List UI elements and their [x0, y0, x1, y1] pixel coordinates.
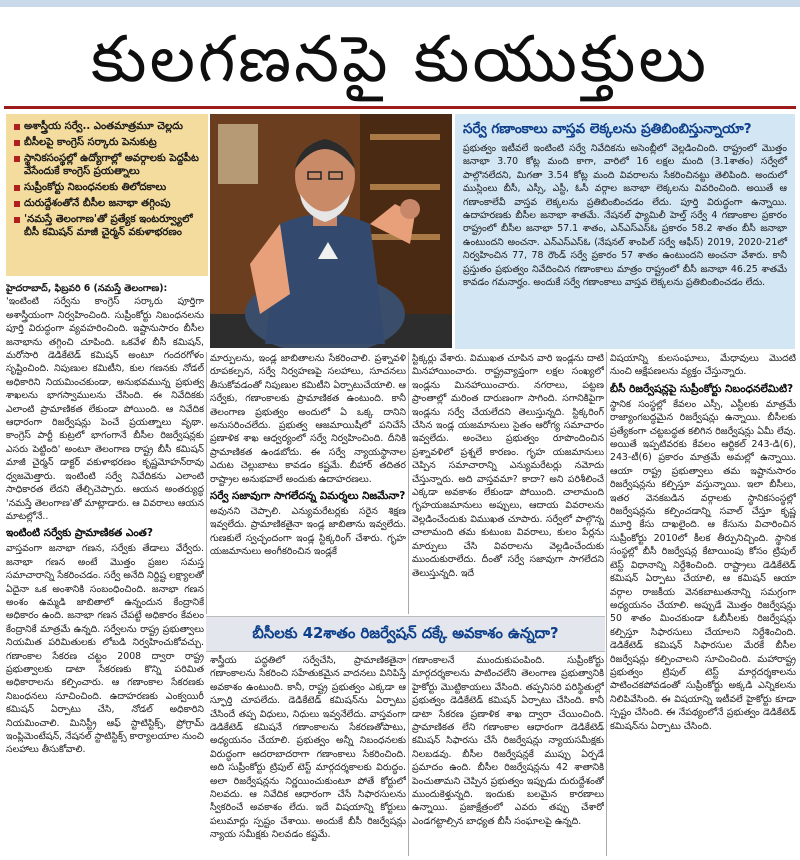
bullet-icon	[14, 156, 20, 162]
highlight-item: బీసీలపై కాంగ్రెస్ సర్కారు పెనుకుట్ర	[14, 136, 202, 149]
top-color-strip	[0, 0, 800, 7]
column-divider	[606, 352, 607, 856]
bullet-icon	[14, 140, 20, 146]
article-column-1	[6, 282, 204, 856]
band-question-title: బీసీలకు 42శాతం రిజర్వేషన్ దక్కే అవకాశం ఉన్నదా?	[252, 625, 559, 642]
body-paragraph: అవునని చెప్పాలి. ఎన్యుమరేటర్లకు సరైన శిక్షణ ఇవ్వలేదు. ప్రామాణికతైనా ఇండ్ల జాబితాను ఇవ్వలేదు. గుణకులే స్వచ్ఛందంగా ఇండ్ల స్టిక్కరింగ్ చేశారు. గృహ యజమానులు అంగీకరించిన ఇండ్లకే	[210, 506, 406, 558]
article-column-4	[610, 352, 796, 856]
bullet-icon	[14, 185, 20, 191]
article-column-5	[210, 654, 406, 856]
highlights-box	[6, 114, 208, 276]
highlight-item: సుప్రీంకోర్టు నిబంధనలకు తిలోదకాలు	[14, 181, 202, 194]
bullet-icon	[14, 201, 20, 207]
column-divider	[408, 654, 409, 856]
question-box-survey-figures	[455, 114, 795, 349]
headline-rule	[4, 106, 796, 109]
highlight-item: దురుద్దేశంతోనే బీసీల జనాభా తగ్గింపు	[14, 197, 202, 210]
body-paragraph: వాస్తవంగా జనాభా గణన, సర్వేకు తేడాలు వేర్వేరు. జనాభా గణన అంటే మొత్తం ప్రజల సమస్త సమాచారాన్ని సేకరించడం. సర్వే అనేది నిర్దిష్ట లక్ష్యాలతో ఏదైనా ఒక అంశానికి సంబంధించింది. జనాభా గణన అంశం ఉమ్మడి జాబితాలో ఉన్నందున కేంద్రానికే అధికారం ఉంది. జనాభా గణన చేపట్టే అధికారం కేవలం కేంద్రానికే మాత్రమే ఉన్నది. సర్వేలను రాష్ట్ర ప్రభుత్వాలు నియమిత పరిమితులకు లోబడి నిర్వహించుకోవచ్చు. గణాంకాల సేకరణ చట్టం 2008 ద్వారా రాష్ట్ర ప్రభుత్వాలకు డాటా సేకరణకు కొన్ని పరిమిత అధికారాలను కల్పించారు. ఆ గణాంకాల సేకరణకు నిబంధనలు సూచించింది. ఉదాహరణకు ఎంక్వయిరీ కమిషన్ ఏర్పాటు చేసి, నోడల్ అధికారిని నియమించాలి. మినిస్ట్రీ ఆఫ్ స్టాటిస్టిక్స్, ప్రోగ్రామ్ ఇంప్లిమెంటేషన్, నేషనల్ స్టాటిస్టిక్స్ కార్యాలయాల నుంచి సలహాలు తీసుకోవాలి.	[6, 543, 204, 756]
article-column-2	[210, 352, 406, 614]
body-paragraph: గణాంకాలనే ముందుకుపంపింది. సుప్రీంకోర్టు మార్గదర్శకాలను పాటించలేని తెలంగాణ ప్రభుత్వానికి హైకోర్టు మొట్టికాయలు వేసింది. తప్పనిసరి పరిస్థితుల్లో ప్రభుత్వం డెడికేటెడ్ కమిషన్ ఏర్పాటు చేసింది. కానీ డాటా సేకరణ ప్రణాళిక శాఖ ద్వారా చేయించింది. ప్రామాణికత లేని గణాంకాల ఆధారంగా డెడికేటెడ్ కమిషన్ సిఫారసు చేసే రిజర్వేషన్లు న్యాయసమీక్షకు నిలబడవు. బీసీల రిజర్వేషన్లకే ముప్పు ఏర్పడే ప్రమాదం ఉంది. బీసీల రిజర్వేషన్లను 42 శాతానికి పెంచుతామని చెప్పిన ప్రభుత్వం ఇప్పుడు దురుద్దేశంతో ముందుకెళ్తున్నది. ఇందుకు బలమైన కారణాలు ఉన్నాయి. ప్రజాక్షేత్రంలో ఎవరు తప్పు చేశారో ఎండగట్టాల్సిన బాధ్యత బీసీ సంఘాలపై ఉన్నది.	[412, 655, 604, 827]
bullet-icon	[14, 124, 20, 130]
dateline: హైదరాబాద్, ఫిబ్రవరి 6 (నమస్తే తెలంగాణ):	[6, 283, 168, 294]
question-band-42-percent	[206, 616, 605, 652]
answer-text: ప్రభుత్వం ఇటీవలే ఇంటింటి సర్వే నివేదికను అసెంబ్లీలో వెల్లడించింది. రాష్ట్రంలో మొత్తం జనాభా 3.70 కోట్ల మంది కాగా, వారిలో 16 లక్షల మంది (3.1శాతం) సర్వేలో పాల్గొనలేదని, మిగతా 3.54 కోట్ల మంది వివరాలను సేకరించినట్టు తెలిపింది. అందులో ముస్లింలు బీసీ, ఎస్సీ, ఎస్టీ, ఓసీ వర్గాల జనాభా లెక్కలను వివరించింది. అయితే ఆ గణాంకాలేవీ వాస్తవ లెక్కలను ప్రతిబింబించడం లేదు. పూర్తి విరుద్ధంగా ఉన్నాయి. ఉదాహరణకు బీసీల జనాభా శాతమే. నేషనల్ ఫ్యామిలీ హెల్త్ సర్వే 4 గణాంకాల ప్రకారం రాష్ట్రంలో బీసీల జనాభా 57.1 శాతం, ఎన్ఎస్ఎస్ఓ ప్రకారం 58.2 శాతం బీసీ జనాభా ఉంటుందని అంచనా. ఎన్ఎస్ఎస్ఓ (నేషనల్ శాంపిల్ సర్వే ఆఫీస్) 2019, 2020-21లో నిర్వహించిన 77, 78 రౌండ్ సర్వే ప్రకారం 57 శాతం ఉంటుందని అంచనా వేశారు. కానీ ప్రస్తుతం ప్రభుత్వం నివేదించిన గణాంకాలు మాత్రం రాష్ట్రంలో బీసీ జనాభా 46.25 శాతమే కావడం గమనార్హం. అందుకే సర్వే గణాంకాలు వాస్తవ లెక్కలను ప్రతిబింబించడం లేదు.	[463, 143, 787, 289]
question-heading: సర్వే గణాంకాలు వాస్తవ లెక్కలను ప్రతిబింబిస్తున్నాయా?	[463, 121, 752, 137]
question-subheading: బీసీ రిజర్వేషన్లపై సుప్రీంకోర్టు నిబంధనలేమిటి?	[610, 382, 794, 395]
question-subheading: సర్వే సజావుగా సాగలేదన్న విమర్శలు నిజమేనా?	[210, 490, 406, 503]
question-subheading: ఇంటింటి సర్వేకు ప్రామాణికత ఎంత?	[6, 527, 153, 540]
portrait-illustration	[210, 114, 452, 348]
highlight-item: స్థానికసంస్థల్లో ఉద్యోగాల్లో అవర్గాలకు పెద్దపీట వేసేందుకే కాంగ్రెస్ ప్రయత్నాలు	[14, 152, 202, 178]
interviewee-photo	[210, 114, 452, 348]
highlight-item: 'నమస్తే తెలంగాణ'తో ప్రత్యేక ఇంటర్వ్యూలో బీసీ కమిషన్ మాజీ చైర్మన్ వకుళాభరణం	[14, 213, 202, 239]
page-headline: కులగణనపై కుయుక్తులు	[91, 23, 709, 97]
body-paragraph: మార్పులను, ఇండ్ల జాబితాలను సేకరించాలి. ప్రశ్నావళి రూపకల్పన, సర్వే నిర్వహణపై సలహాలు, సూచనలు తీసుకోవడంతో నిపుణుల కమిటీని ఏర్పాటుచేయాలి. ఆ సర్వేకు, గణాంకాలకు ప్రామాణికత ఉంటుంది. కానీ తెలంగాణ ప్రభుత్వం అందులో ఏ ఒక్క దానిని అనుసరించలేదు. ప్రభుత్వ ఆజమాయిషీలో పనిచేసే ప్రణాళిక శాఖ ఆధ్వర్యంలో సర్వే నిర్వహించింది. దీనికి ప్రామాణికత ఉండబోదు. ఈ సర్వే న్యాయస్థానాల ఎదుట చెల్లుబాటు కావడం కష్టమే. బీహార్ తదితర రాష్ట్రాల అనుభవాలే అందుకు ఉదాహరణలు.	[210, 353, 406, 485]
article-column-6	[412, 654, 604, 856]
column-divider	[206, 352, 207, 614]
body-paragraph: శాస్త్రీయ పద్ధతిలో సర్వేచేసి, ప్రామాణికతైనా గణాంకాలను సేకరించి సహేతుకమైన వాదనలు వినిపిస్తే అవకాశం ఉంటుంది. కానీ, రాష్ట్ర ప్రభుత్వం ఎక్కడా ఆ స్ఫూర్తి చూపలేదు. డెడికేటెడ్ కమిషన్‌ను ఏర్పాటు చేసిందే తప్ప విధులు, నిధులు ఇవ్వనేలేదు. వాస్తవంగా డెడికేటెడ్ కమిషనే గణాంకాలను సేకరణతోపాటు, అధ్యయనం చేయాలి. ప్రభుత్వం అన్నీ నిబంధనలకు విరుద్ధంగా ఆదరాబాదరాగా గణాంకాలు సేకరించింది. అది సుప్రీంకోర్టు ట్రిపుల్ టెస్ట్ మార్గదర్శకాలకు విరుద్ధం. అలా రిజర్వేషన్లను నిర్ణయించుకుంటూ పోతే కోర్టులో నిలవదు. ఆ నివేదిక ఆధారంగా చేసే సిఫారసులను స్వీకరించే అవకాశం లేదు. ఇదే విషయాన్ని కోర్టులు పలుమార్లు స్పష్టం చేశాయి. అందుకే బీసీ రిజర్వేషన్లు న్యాయ సమీక్షకు నిలవడం కష్టమే.	[210, 655, 406, 841]
highlight-item: అశాస్త్రీయ సర్వే.. ఎంతమాత్రమూ చెల్లదు	[14, 120, 202, 133]
column-divider	[408, 352, 409, 614]
body-paragraph: 'ఇంటింటి సర్వేను కాంగ్రెస్ సర్కారు పూర్తిగా అశాస్త్రీయంగా నిర్వహించింది. సుప్రీంకోర్టు నిబంధనలను పూర్తి విరుద్ధంగా వ్యవహరించింది. ఇష్టానుసారం బీసీల జనాభాను తగ్గించి చూపింది. ఒకవేళ బీసీ కమిషన్, మరోసారి డెడికేటెడ్ కమిషన్ అంటూ గందరగోళం సృష్టించింది. నిపుణుల కమిటీని, కుల గణనకు నోడల్ అధికారిని నియమించకుండా, అనుభవమున్న ప్రభుత్వ శాఖలను భాగస్వాములను చేసింది. ఈ నివేదికకు ఎలాంటి ప్రామాణికత లేకుండా పోయింది. ఆ నివేదిక ఆధారంగా రిజర్వేషన్లు పెంచే ప్రయత్నాలు వృథా. కాంగ్రెస్ పార్టీ కుట్రలో భాగంగానే బీసీల రిజర్వేషన్లకు ఎసరు పెట్టింది' అంటూ తెలంగాణ రాష్ట్ర బీసీ కమిషన్ మాజీ చైర్మన్ డాక్టర్ వకుళాభరణం కృష్ణమోహన్‌రావు ధ్వజమెత్తారు. ఇంటింటి సర్వే నివేదికను ఎలాంటి సాధికారత లేదని తేల్చిచెప్పారు. ఆయన అంతర్యుద్ధ 'నమస్తే తెలంగాణ'తో మాట్లాడారు. ఆ వివరాలు ఆయన మాటల్లోనే..	[6, 296, 204, 522]
body-paragraph: స్థానిక సంస్థల్లో కేవలం ఎస్సీ, ఎస్టీలకు మాత్రమే రాజ్యాంగబద్ధమైన రిజర్వేషన్లు ఉన్నాయి. బీసీలకు ప్రత్యేకంగా చట్టబద్ధత కలిగిన రిజర్వేషన్లు ఏమీ లేవు. అయితే ఇప్పటివరకు కేవలం ఆర్టికల్ 243-డి(6), 243-టీ(6) ప్రకారం మాత్రమే అమల్లో ఉన్నాయి. ఆయా రాష్ట్ర ప్రభుత్వాలు తమ ఇష్టానుసారం రిజర్వేషన్లను కల్పిస్తూ వస్తున్నాయి. ఇలా బీసీలు, ఇతర వెనకబడిన వర్గాలకు స్థానికసంస్థల్లో రిజర్వేషన్లను కల్పించడాన్ని సవాల్ చేస్తూ కృష్ణ మూర్తి కేసు దాఖలైంది. ఆ కేసును విచారించిన సుప్రీంకోర్టు 2010లో కీలక తీర్పునిచ్చింది. స్థానిక సంస్థల్లో బీసీ రిజర్వేషన్ల కేటాయింపు కోసం ట్రిపుల్ టెస్ట్ విధానాన్ని నిర్దేశించింది. రాష్ట్రాలు డెడికేటెడ్ కమిషన్ ఏర్పాటు చేయాలి, ఆ కమిషన్ ఆయా వర్గాల రాజకీయ వెనకబాటుతనాన్ని సమగ్రంగా అధ్యయనం చేయాలి. అప్పుడే మొత్తం రిజర్వేషన్లు 50 శాతం మించకుండా ఓబీసీలకు రిజర్వేషన్లు కల్పిస్తూ సిఫారసులు చేయాలని నిర్దేశించింది. డెడికేటెడ్ కమిషన్ సిఫారసుల మేరకే బీసీల రిజర్వేషన్లు కల్పించాలని సూచించింది. మహారాష్ట్ర ప్రభుత్వం ట్రిపుల్ టెస్ట్ మార్గదర్శకాలను పాటించకపోవడంతో సుప్రీంకోర్టు అక్కడి ఎన్నికలను నిలిపివేసింది. ఈ విషయాన్ని ఇటీవలే హైకోర్టు కూడా స్పష్టం చేసింది. ఈ నేపథ్యంలోనే ప్రభుత్వం డెడికేటెడ్ కమిషన్‌ను ఏర్పాటు చేసింది.	[610, 398, 796, 732]
article-column-3	[412, 352, 604, 614]
bullet-icon	[14, 217, 20, 223]
body-paragraph: విషయాన్ని కులసంఘాలు, మేధావులు మొదటి నుంచి ఆక్షేపణలను వ్యక్తం చేస్తున్నారు.	[610, 353, 796, 378]
body-paragraph: స్టిక్కర్లు వేశారు. విముఖత చూపిన వారి ఇండ్లను దాటి మినహాయించారు. రాష్ట్రవ్యాప్తంగా లక్షల సంఖ్యలో ఇండ్లను మినహాయించారు. నగరాలు, పట్టణ ప్రాంతాల్లో మరింత దారుణంగా సాగింది. సగానికిపైగా ఇండ్లను సర్వే చేయలేదని తెలుస్తున్నది. స్టిక్కరింగ్ చేసిన ఇండ్ల యజమానులు సైతం ఆరోగ్య సమాచారం ఇవ్వలేదు. అంచెలు ప్రభుత్వం రూపొందించిన ప్రశ్నావళిలో ప్రశ్నలే కారణం. గృహ యజమానులు చెప్పిన సమాచారాన్ని ఎన్యుమరేటర్లు నమోదు చేస్తున్నారు. అది వాస్తవమా? కాదా? అని పరిశీలించే ఎక్కడా అవకాశం లేకుండా పోయింది. చాలామంది గృహయజమానులు అప్పులు, ఆదాయ వివరాలను వెల్లడించేందుకు విముఖత చూపారు. సర్వేలో పాల్గొన్న చాలామంది తమ కుటుంబ వివరాలు, కులం పేర్లను మార్పులు చేసి వివరాలను వెల్లడించేందుకు ముందుకురాలేదు. దీంతో సర్వే సజావుగా సాగలేదని తెలుస్తున్నది. ఇదే	[412, 353, 604, 579]
